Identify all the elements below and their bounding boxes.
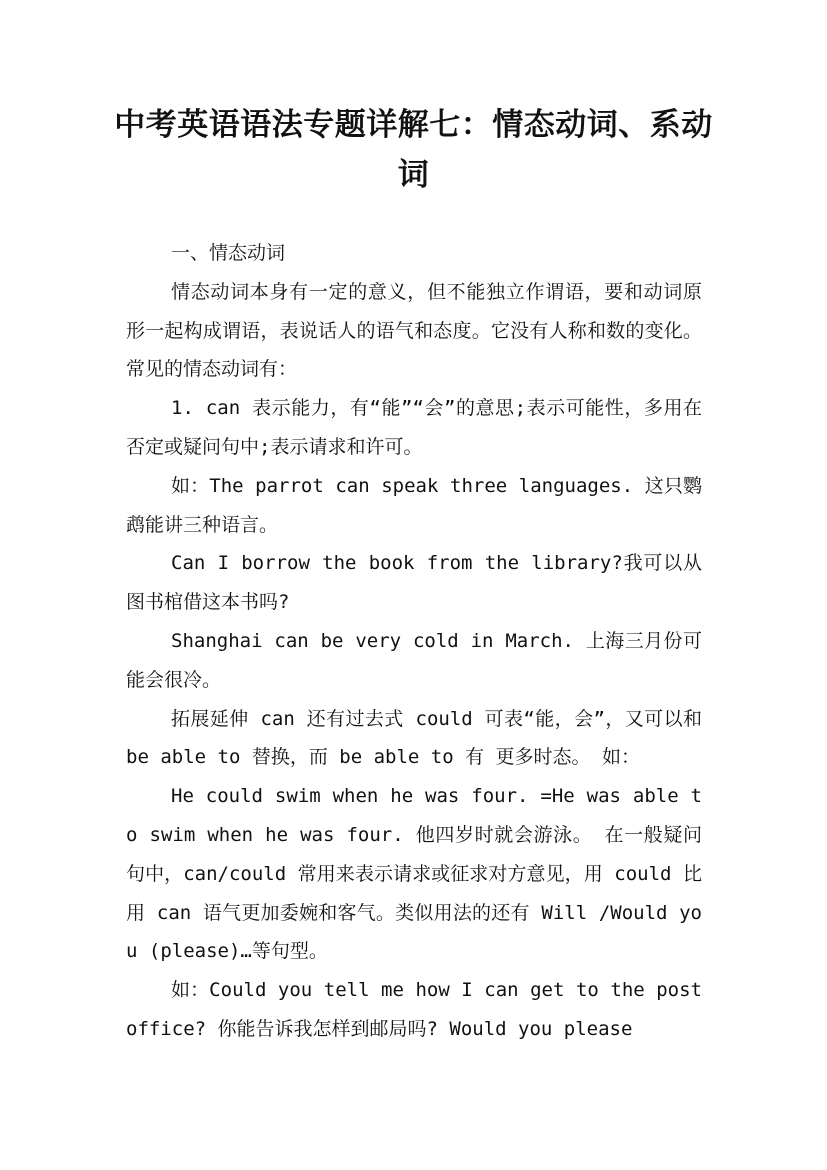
section-heading: 一、情态动词	[171, 242, 286, 264]
paragraph: 拓展延伸 can 还有过去式 could 可表“能，会”，又可以和 be able to 替换，而 be able to 有 更多时态。 如：	[126, 707, 702, 769]
paragraph: Can I borrow the book from the library?我可以从图书棺借这本书吗?	[126, 552, 702, 614]
paragraph: 1. can 表示能力，有“能”“会”的意思;表示可能性，多用在否定或疑问句中;表示请求和许可。	[126, 397, 702, 458]
paragraph: Shanghai can be very cold in March. 上海三月份可能会很冷。	[126, 629, 702, 691]
paragraph: 如：The parrot can speak three languages. 这只鹦鹉能讲三种语言。	[126, 474, 702, 536]
document-body	[126, 234, 702, 1049]
paragraph: 如：Could you tell me how I can get to the post office? 你能告诉我怎样到邮局吗? Would you please	[126, 979, 702, 1040]
page-title: 中考英语语法专题详解七：情态动词、系动词	[114, 107, 713, 193]
paragraph: 情态动词本身有一定的意义，但不能独立作谓语，要和动词原形一起构成谓语，表说话人的语气和态度。它没有人称和数的变化。常见的情态动词有：	[126, 280, 702, 381]
paragraph: He could swim when he was four. =He was able to swim when he was four. 他四岁时就会游泳。 在一般疑问句中，can/could 常用来表示请求或征求对方意见，用 could 比用 can 语气更加委婉和客气。类似用法的还有 Will /Would you (please)…等句型。	[126, 785, 702, 963]
